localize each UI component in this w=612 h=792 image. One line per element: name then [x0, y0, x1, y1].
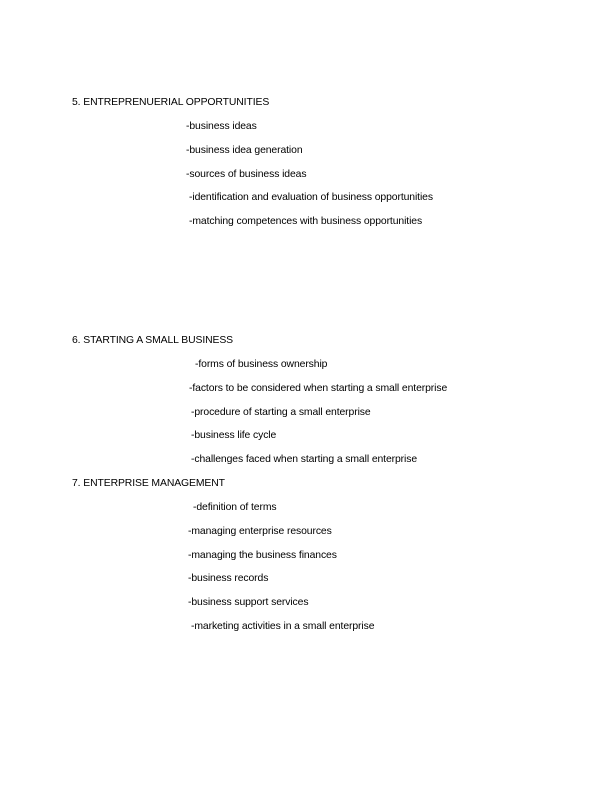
list-item: -definition of terms — [193, 502, 277, 513]
section-heading-7: 7. ENTERPRISE MANAGEMENT — [72, 478, 225, 489]
list-item: -marketing activities in a small enterprise — [191, 621, 375, 632]
section-heading-5: 5. ENTREPRENUERIAL OPPORTUNITIES — [72, 97, 270, 108]
list-item: -forms of business ownership — [195, 359, 328, 370]
list-item: -business idea generation — [186, 145, 303, 156]
list-item: -identification and evaluation of business opportunities — [189, 192, 433, 203]
section-heading-6: 6. STARTING A SMALL BUSINESS — [72, 335, 234, 346]
list-item: -business ideas — [186, 121, 257, 132]
list-item: -managing enterprise resources — [188, 526, 332, 537]
list-item: -business support services — [188, 597, 309, 608]
list-item: -factors to be considered when starting a small enterprise — [189, 383, 448, 394]
list-item: -managing the business finances — [188, 550, 337, 561]
list-item: -matching competences with business opportunities — [189, 216, 423, 227]
list-item: -business life cycle — [191, 430, 277, 441]
list-item: -procedure of starting a small enterprise — [191, 407, 371, 418]
list-item: -sources of business ideas — [186, 169, 307, 180]
list-item: -business records — [188, 573, 269, 584]
list-item: -challenges faced when starting a small enterprise — [191, 454, 418, 465]
